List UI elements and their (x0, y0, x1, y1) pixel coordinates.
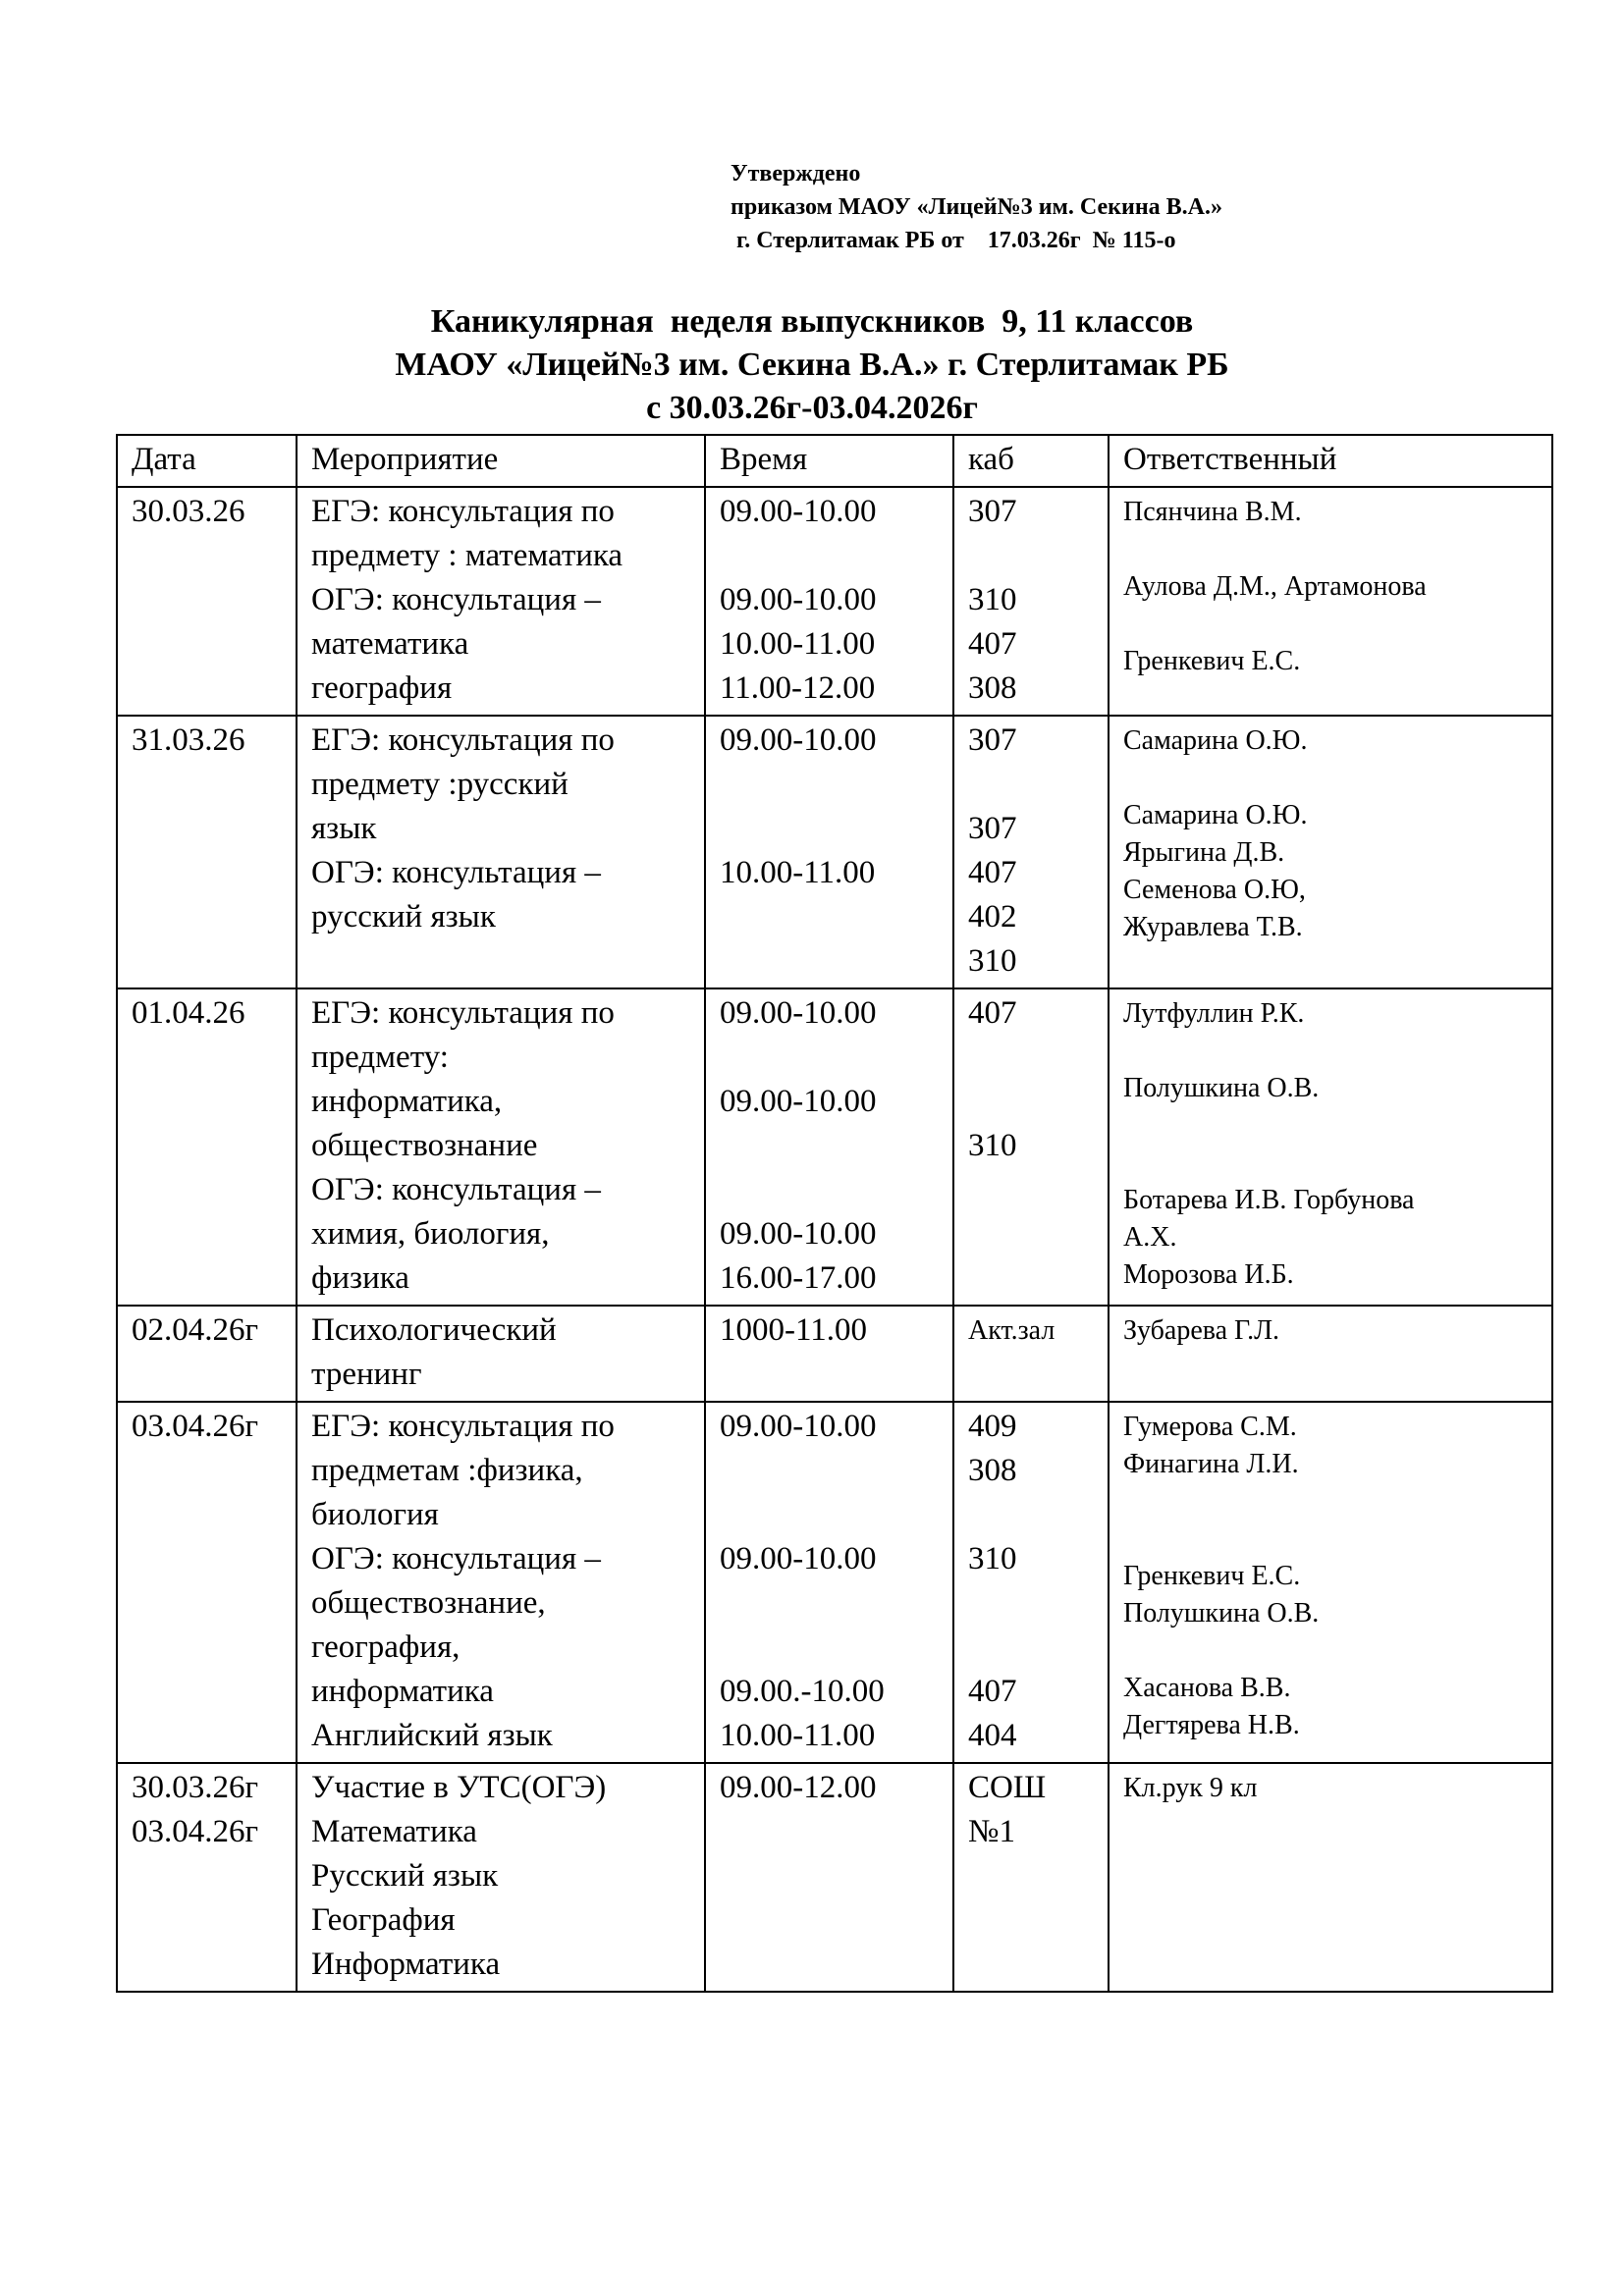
responsible-cell-line: Псянчина В.М. (1123, 497, 1302, 527)
blank-line (1123, 1033, 1543, 1070)
time-cell-line: 1000-11.00 (720, 1312, 868, 1348)
blank-line (968, 534, 1100, 578)
room-cell-line: 310 (968, 582, 1017, 617)
time-cell-line: 10.00-11.00 (720, 626, 876, 662)
time-cell (705, 1306, 953, 1402)
table-row (117, 487, 1552, 716)
blank-line (720, 1036, 945, 1080)
time-cell (705, 1763, 953, 1992)
room-cell-line: 307 (968, 811, 1017, 846)
blank-line (968, 1080, 1100, 1124)
room-cell-line: 307 (968, 722, 1017, 758)
event-cell (297, 1402, 705, 1763)
room-cell-line: 409 (968, 1409, 1017, 1444)
blank-line (968, 1036, 1100, 1080)
event-cell-line: ЕГЭ: консультация по (311, 494, 615, 529)
blank-line (1123, 1483, 1543, 1521)
table-row (117, 1402, 1552, 1763)
approval-block (731, 157, 1222, 257)
title-line: Каникулярная неделя выпускников 9, 11 классов (430, 303, 1194, 340)
event-cell-line: русский язык (311, 899, 496, 934)
time-cell-line: 10.00-11.00 (720, 1718, 876, 1753)
event-cell-line: ОГЭ: консультация – (311, 582, 601, 617)
time-cell-line: 09.00.-10.00 (720, 1674, 885, 1709)
time-cell (705, 487, 953, 716)
table-row (117, 1306, 1552, 1402)
date-cell-line: 30.03.26 (132, 494, 245, 529)
responsible-cell-line: Аулова Д.М., Артамонова (1123, 571, 1427, 602)
event-cell (297, 1763, 705, 1992)
table-row (117, 988, 1552, 1306)
header-time: Время (705, 435, 953, 487)
blank-line (720, 807, 945, 851)
room-cell-line: 308 (968, 670, 1017, 706)
approval-line: Утверждено (731, 161, 861, 187)
responsible-cell-line: А.Х. (1123, 1222, 1177, 1253)
time-cell (705, 988, 953, 1306)
room-cell-line: СОШ (968, 1770, 1047, 1805)
responsible-cell (1109, 487, 1552, 716)
room-cell (953, 1763, 1109, 1992)
event-cell-line: математика (311, 626, 469, 662)
time-cell-line: 10.00-11.00 (720, 855, 876, 890)
room-cell (953, 1402, 1109, 1763)
room-cell (953, 487, 1109, 716)
date-cell (117, 988, 297, 1306)
event-cell-line: ЕГЭ: консультация по (311, 995, 615, 1031)
event-cell (297, 487, 705, 716)
date-cell (117, 487, 297, 716)
responsible-cell-line: Кл.рук 9 кл (1123, 1773, 1258, 1803)
approval-line: приказом МАОУ «Лицей№3 им. Секина В.А.» (731, 194, 1222, 220)
event-cell-line: предмету: (311, 1040, 449, 1075)
blank-line (720, 763, 945, 807)
event-cell-line: информатика (311, 1674, 494, 1709)
blank-line (1123, 1521, 1543, 1558)
event-cell-line: география, (311, 1629, 460, 1665)
responsible-cell-line: Журавлева Т.В. (1123, 912, 1303, 942)
responsible-cell-line: Гумерова С.М. (1123, 1412, 1297, 1442)
event-cell (297, 988, 705, 1306)
responsible-cell-line: Финагина Л.И. (1123, 1449, 1299, 1479)
blank-line (968, 763, 1100, 807)
table-row (117, 1763, 1552, 1992)
responsible-cell-line: Гренкевич Е.С. (1123, 1561, 1301, 1591)
header-responsible: Ответственный (1109, 435, 1552, 487)
responsible-cell-line: Морозова И.Б. (1123, 1259, 1294, 1290)
date-cell-line: 02.04.26г (132, 1312, 259, 1348)
event-cell-line: ЕГЭ: консультация по (311, 722, 615, 758)
document-title (0, 300, 1624, 430)
blank-line (720, 534, 945, 578)
responsible-cell-line: Ярыгина Д.В. (1123, 837, 1285, 868)
time-cell-line: 09.00-10.00 (720, 1541, 877, 1576)
title-line: МАОУ «Лицей№3 им. Секина В.А.» г. Стерлитамак РБ (395, 347, 1229, 383)
title-line: с 30.03.26г-03.04.2026г (646, 390, 978, 426)
blank-line (1123, 1107, 1543, 1145)
room-cell-line: 307 (968, 494, 1017, 529)
event-cell-line: ОГЭ: консультация – (311, 855, 601, 890)
event-cell-line: география (311, 670, 453, 706)
date-cell (117, 1306, 297, 1402)
room-cell (953, 988, 1109, 1306)
event-cell-line: биология (311, 1497, 439, 1532)
blank-line (1123, 606, 1543, 643)
responsible-cell (1109, 988, 1552, 1306)
event-cell-line: ОГЭ: консультация – (311, 1541, 601, 1576)
room-cell-line: Акт.зал (968, 1315, 1056, 1346)
header-room: каб (953, 435, 1109, 487)
table-header-row (117, 435, 1552, 487)
time-cell-line: 09.00-10.00 (720, 494, 877, 529)
time-cell-line: 09.00-10.00 (720, 722, 877, 758)
blank-line (720, 1124, 945, 1168)
responsible-cell-line: Лутфуллин Р.К. (1123, 998, 1305, 1029)
blank-line (1123, 1145, 1543, 1182)
room-cell-line: 407 (968, 855, 1017, 890)
date-cell-line: 01.04.26 (132, 995, 245, 1031)
responsible-cell-line: Семенова О.Ю, (1123, 875, 1306, 905)
event-cell-line: предмету :русский (311, 767, 568, 802)
event-cell-line: География (311, 1902, 456, 1938)
blank-line (720, 1449, 945, 1493)
event-cell-line: Психологический (311, 1312, 557, 1348)
room-cell-line: 407 (968, 995, 1017, 1031)
header-event: Мероприятие (297, 435, 705, 487)
time-cell (705, 1402, 953, 1763)
time-cell-line: 09.00-10.00 (720, 1084, 877, 1119)
blank-line (968, 1626, 1100, 1670)
time-cell (705, 716, 953, 988)
blank-line (968, 1581, 1100, 1626)
event-cell (297, 716, 705, 988)
time-cell-line: 09.00-10.00 (720, 582, 877, 617)
event-cell-line: язык (311, 811, 377, 846)
responsible-cell-line: Зубарева Г.Л. (1123, 1315, 1280, 1346)
date-cell-line: 30.03.26г (132, 1770, 259, 1805)
responsible-cell-line: Гренкевич Е.С. (1123, 646, 1301, 676)
responsible-cell-line: Дегтярева Н.В. (1123, 1710, 1300, 1740)
time-cell-line: 11.00-12.00 (720, 670, 876, 706)
event-cell (297, 1306, 705, 1402)
blank-line (720, 1626, 945, 1670)
table-row (117, 716, 1552, 988)
event-cell-line: информатика, (311, 1084, 503, 1119)
room-cell (953, 1306, 1109, 1402)
time-cell-line: 09.00-12.00 (720, 1770, 877, 1805)
header-date: Дата (117, 435, 297, 487)
room-cell-line: 310 (968, 1128, 1017, 1163)
approval-line: г. Стерлитамак РБ от 17.03.26г № 115-о (731, 228, 1176, 253)
date-cell-line: 03.04.26г (132, 1409, 259, 1444)
date-cell-line: 03.04.26г (132, 1814, 259, 1849)
event-cell-line: ЕГЭ: консультация по (311, 1409, 615, 1444)
time-cell-line: 09.00-10.00 (720, 995, 877, 1031)
time-cell-line: 09.00-10.00 (720, 1409, 877, 1444)
date-cell (117, 1763, 297, 1992)
event-cell-line: ОГЭ: консультация – (311, 1172, 601, 1207)
event-cell-line: Русский язык (311, 1858, 499, 1894)
responsible-cell-line: Самарина О.Ю. (1123, 725, 1308, 756)
event-cell-line: химия, биология, (311, 1216, 550, 1252)
blank-line (720, 1581, 945, 1626)
event-cell-line: предмету : математика (311, 538, 623, 573)
blank-line (1123, 760, 1543, 797)
event-cell-line: Информатика (311, 1947, 501, 1982)
event-cell-line: тренинг (311, 1357, 422, 1392)
event-cell-line: Английский язык (311, 1718, 553, 1753)
responsible-cell-line: Самарина О.Ю. (1123, 800, 1308, 830)
date-cell-line: 31.03.26 (132, 722, 245, 758)
blank-line (720, 1493, 945, 1537)
room-cell-line: 404 (968, 1718, 1017, 1753)
event-cell-line: обществознание (311, 1128, 538, 1163)
blank-line (1123, 1632, 1543, 1670)
date-cell (117, 716, 297, 988)
room-cell (953, 716, 1109, 988)
room-cell-line: 308 (968, 1453, 1017, 1488)
event-cell-line: физика (311, 1260, 409, 1296)
responsible-cell-line: Полушкина О.В. (1123, 1073, 1320, 1103)
room-cell-line: 402 (968, 899, 1017, 934)
responsible-cell-line: Ботарева И.В. Горбунова (1123, 1185, 1415, 1215)
event-cell-line: предметам :физика, (311, 1453, 583, 1488)
event-cell-line: обществознание, (311, 1585, 546, 1621)
room-cell-line: 310 (968, 1541, 1017, 1576)
time-cell-line: 16.00-17.00 (720, 1260, 877, 1296)
room-cell-line: 407 (968, 626, 1017, 662)
blank-line (720, 1168, 945, 1212)
event-cell-line: Математика (311, 1814, 477, 1849)
date-cell (117, 1402, 297, 1763)
room-cell-line: 310 (968, 943, 1017, 979)
responsible-cell-line: Полушкина О.В. (1123, 1598, 1320, 1629)
room-cell-line: №1 (968, 1814, 1015, 1849)
schedule-table (116, 434, 1553, 1993)
responsible-cell (1109, 716, 1552, 988)
blank-line (1123, 531, 1543, 568)
event-cell-line: Участие в УТС(ОГЭ) (311, 1770, 607, 1805)
responsible-cell-line: Хасанова В.В. (1123, 1673, 1291, 1703)
responsible-cell (1109, 1306, 1552, 1402)
responsible-cell (1109, 1402, 1552, 1763)
time-cell-line: 09.00-10.00 (720, 1216, 877, 1252)
blank-line (968, 1493, 1100, 1537)
room-cell-line: 407 (968, 1674, 1017, 1709)
responsible-cell (1109, 1763, 1552, 1992)
